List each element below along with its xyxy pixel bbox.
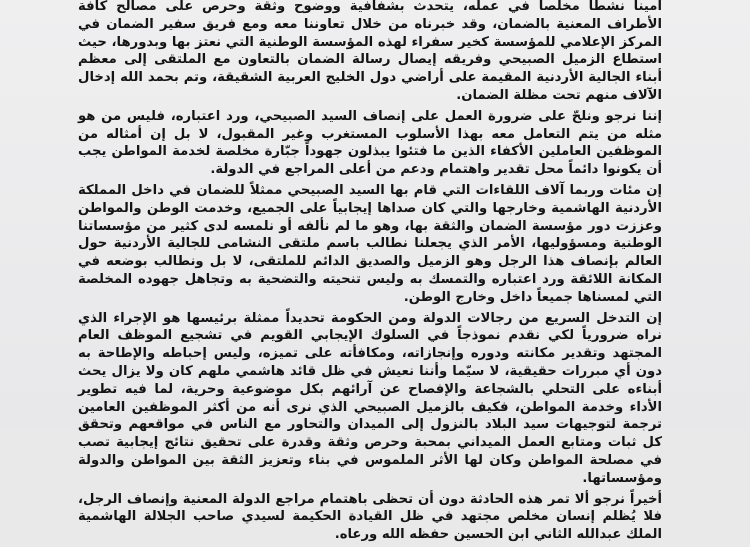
paragraph-2: إننا نرجو ونلحّ على ضرورة العمل على إنصاف السيد الصبيحي، ورد اعتباره، فليس من هو مثله من يتم التعامل معه بهذا الأسلوب المستغرب وغير المقبول، لا بل إن أمثاله من الموظفين العاملين الأكفاء الذين ما فتئوا يبذلون جهوداً جبّارة مخلصة لخدمة المواطن يجب أن يكونوا دائماً محل تقدير واهتمام ودعم من أعلى المراجع في الدولة. <box>78 108 662 178</box>
paragraph-3: إن مئات وربما آلاف اللقاءات التي قام بها السيد الصبيحي ممثلاً للضمان في داخل المملكة الأردنية الهاشمية وخارجها والتي كان صداها إيجابياً على الجميع، وخدمت الوطن والمواطن وعززت دور مؤسسة الضمان والثقة بها، وهو ما لم نألفه أو نلمسه لدى كثير من مؤسساتنا الوطنية ومسؤوليها، الأمر الذي يجعلنا نطالب باسم ملتقى النشامى للجالية الأردنية حول العالم بإنصاف هذا الرجل وهو الزميل والصديق الدائم للملتقى، لا بل ونطالب بوضعه في المكانة اللائقة ورد اعتباره والتمسك به وليس تنحيته والتضحية به وتجاهل جهوده المخلصة التي لمسناها جميعاً داخل وخارج الوطن. <box>78 182 662 305</box>
paragraph-4: إن التدخل السريع من رجالات الدولة ومن الحكومة تحديداً ممثلة برئيسها هو الإجراء الذي نراه ضرورياً لكي نقدم نموذجاً في السلوك الإيجابي القويم في تشجيع الموظف العام المجتهد وتقدير مكانته ودوره وإنجازاته، ومكافأته على تميزه، وليس إحباطه والإطاحة به دون أي مبررات حقيقية، لا سيّما وأننا نعيش في ظل قائد هاشمي ملهم كان ولا يزال يحث أبناءه على التحلي بالشجاعة والإفصاح عن آرائهم بكل موضوعية وحرية، لما فيه تطوير الأداء وخدمة المواطن، فكيف بالزميل الصبيحي الذي نرى أنه من أكثر الموظفين العامين ترجمة لتوجيهات سيد البلاد بالنزول إلى الميدان والتحاور مع الناس في مواقعهم وتحقق كل ثبات ومتابع العمل الميداني بمحبة وحرص وثقة وقدرة على تحقيق نتائج إيجابية تصب في مصلحة المواطن وكان لها الأثر الملموس في بناء وتعزيز الثقة بين المواطن والدولة ومؤسساتها. <box>78 310 662 486</box>
paragraph-5: أخيراً نرجو ألا تمر هذه الحادثة دون أن تحظى باهتمام مراجع الدولة المعنية وإنصاف الرجل، فلا يُظلم إنسان مخلص مجتهد في ظل القيادة الحكيمة لسيدي صاحب الجلالة الهاشمية الملك عبدالله الثاني ابن الحسين حفظه الله ورعاه. <box>78 491 662 543</box>
letter-body <box>78 0 662 547</box>
paragraph-1: أميناً نشطاً مخلصاً في عمله، يتحدث بشفافية ووضوح وثقة وحرص على مصالح كافة الأطراف المعنية بالضمان، وقد خبرناه من خلال تعاوننا معه ومع فريق سفير الضمان في المركز الإعلامي للمؤسسة كخير سفراء لهذه المؤسسة الوطنية التي نعتز بها وبدورها، حيث استطاع الزميل الصبيحي وفريقه إيصال رسالة الضمان بالتعاون مع الملتقى إلى معظم أبناء الجالية الأردنية المقيمة على أراضي دول الخليج العربية الشقيقة، وتم بحمد الله إدخال الآلاف منهم تحت مظلة الضمان. <box>78 0 662 103</box>
